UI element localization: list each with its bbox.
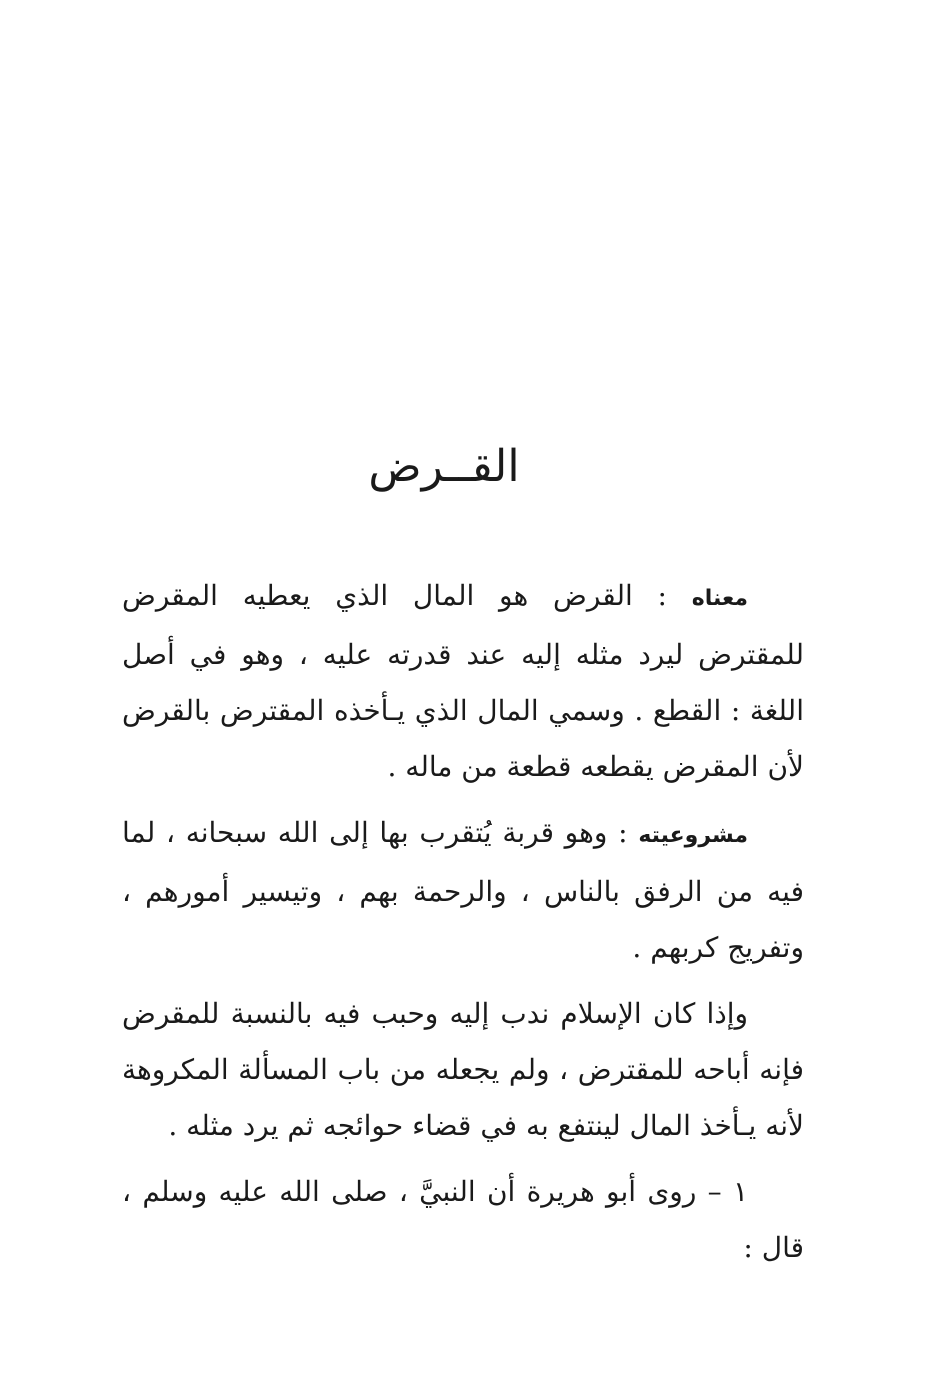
hadith-paragraph xyxy=(122,1164,804,1276)
definition-separator: : xyxy=(632,579,692,612)
legitimacy-paragraph xyxy=(122,805,804,976)
permissibility-paragraph: وإذا كان الإسلام ندب إليه وحبب فيه بالنسبة للمقرض فإنه أباحه للمقترض ، ولم يجعله من باب المسألة المكروهة لأنه يـأخذ المال لينتفع به في قضاء حوائجه ثم يرد مثله . xyxy=(122,997,804,1142)
definition-text: القرض هو المال الذي يعطيه المقرض للمقترض ليرد مثله إليه عند قدرته عليه ، وهو في أصل اللغة : القطع . وسمي المال الذي يـأخذه المقترض بالقرض لأن المقرض يقطعه قطعة من ماله . xyxy=(122,579,804,783)
definition-label: معناه xyxy=(691,586,749,611)
hadith-dash: – xyxy=(696,1175,733,1208)
hadith-number: ١ xyxy=(732,1175,748,1208)
chapter-title: القــرض xyxy=(368,441,520,492)
legitimacy-text: وهو قربة يُتقرب بها إلى الله سبحانه ، لما فيه من الرفق بالناس ، والرحمة بهم ، وتيسير أمورهم ، وتفريج كربهم . xyxy=(122,816,804,964)
hadith-text: روى أبو هريرة أن النبيَّ ، صلى الله عليه وسلم ، قال : xyxy=(122,1175,804,1264)
definition-paragraph xyxy=(122,568,804,795)
page-body xyxy=(122,568,804,1286)
legitimacy-label: مشروعيته xyxy=(638,823,749,848)
legitimacy-separator: : xyxy=(607,816,639,849)
